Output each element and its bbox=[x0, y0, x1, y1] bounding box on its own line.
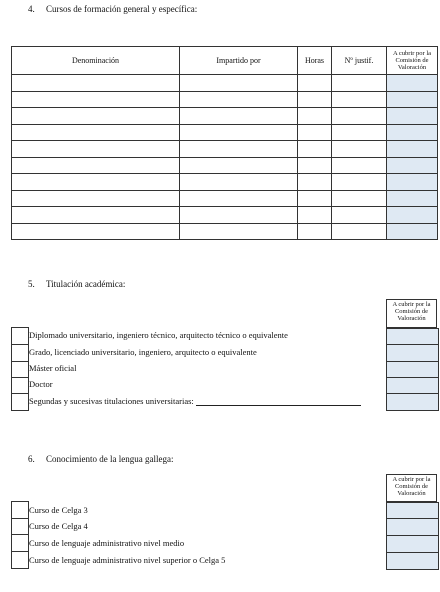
col-horas: Horas bbox=[298, 47, 332, 75]
denominacion-cell[interactable] bbox=[12, 157, 180, 174]
horas-cell[interactable] bbox=[298, 141, 332, 158]
valoracion-cell[interactable] bbox=[387, 75, 438, 92]
col-impartido-por: Impartido por bbox=[180, 47, 298, 75]
section-5-checkboxes bbox=[11, 327, 29, 411]
section-4-heading bbox=[28, 4, 197, 14]
section-6-number: 6. bbox=[28, 454, 35, 464]
valoracion-cell[interactable] bbox=[387, 174, 438, 191]
value-grado[interactable] bbox=[387, 345, 438, 362]
value-lenguaje-superior[interactable] bbox=[387, 553, 438, 570]
impartido-cell[interactable] bbox=[180, 174, 298, 191]
impartido-cell[interactable] bbox=[180, 75, 298, 92]
course-row bbox=[12, 157, 438, 174]
section-6-heading bbox=[28, 454, 173, 464]
valoracion-cell[interactable] bbox=[387, 124, 438, 141]
option-grado: Grado, licenciado universitario, ingeniero, arquitecto o equivalente bbox=[29, 347, 257, 357]
option-segundas-label: Segundas y sucesivas titulaciones universitarias: bbox=[29, 396, 194, 406]
denominacion-cell[interactable] bbox=[12, 124, 180, 141]
valoracion-cell[interactable] bbox=[387, 207, 438, 224]
value-segundas[interactable] bbox=[387, 394, 438, 411]
value-master[interactable] bbox=[387, 362, 438, 378]
section-6-value-column bbox=[386, 502, 439, 570]
impartido-cell[interactable] bbox=[180, 124, 298, 141]
course-row bbox=[12, 174, 438, 191]
valoracion-cell[interactable] bbox=[387, 141, 438, 158]
denominacion-cell[interactable] bbox=[12, 207, 180, 224]
denominacion-cell[interactable] bbox=[12, 75, 180, 92]
impartido-cell[interactable] bbox=[180, 157, 298, 174]
value-celga-3[interactable] bbox=[387, 503, 438, 519]
course-row bbox=[12, 190, 438, 207]
justif-cell[interactable] bbox=[332, 223, 387, 240]
col-denominacion: Denominación bbox=[12, 47, 180, 75]
checkbox-master[interactable] bbox=[12, 362, 28, 378]
justif-cell[interactable] bbox=[332, 124, 387, 141]
option-celga-3: Curso de Celga 3 bbox=[29, 505, 88, 515]
horas-cell[interactable] bbox=[298, 190, 332, 207]
option-celga-4: Curso de Celga 4 bbox=[29, 521, 88, 531]
valoracion-cell[interactable] bbox=[387, 91, 438, 108]
impartido-cell[interactable] bbox=[180, 141, 298, 158]
section-5-value-column bbox=[386, 328, 439, 411]
value-doctor[interactable] bbox=[387, 378, 438, 394]
section-5-number: 5. bbox=[28, 279, 35, 289]
course-row bbox=[12, 223, 438, 240]
denominacion-cell[interactable] bbox=[12, 108, 180, 125]
impartido-cell[interactable] bbox=[180, 91, 298, 108]
option-doctor: Doctor bbox=[29, 379, 53, 389]
horas-cell[interactable] bbox=[298, 108, 332, 125]
horas-cell[interactable] bbox=[298, 75, 332, 92]
option-lenguaje-medio: Curso de lenguaje administrativo nivel medio bbox=[29, 538, 185, 548]
denominacion-cell[interactable] bbox=[12, 223, 180, 240]
section-6-title: Conocimiento de la lengua gallega: bbox=[46, 454, 174, 464]
denominacion-cell[interactable] bbox=[12, 141, 180, 158]
checkbox-diplomado[interactable] bbox=[12, 328, 28, 345]
horas-cell[interactable] bbox=[298, 124, 332, 141]
option-segundas bbox=[29, 396, 361, 406]
checkbox-lenguaje-superior[interactable] bbox=[12, 552, 28, 569]
course-row bbox=[12, 108, 438, 125]
segundas-fill-line[interactable] bbox=[196, 397, 361, 406]
checkbox-celga-3[interactable] bbox=[12, 502, 28, 519]
horas-cell[interactable] bbox=[298, 157, 332, 174]
justif-cell[interactable] bbox=[332, 141, 387, 158]
denominacion-cell[interactable] bbox=[12, 174, 180, 191]
section-5-heading bbox=[28, 279, 125, 289]
checkbox-grado[interactable] bbox=[12, 345, 28, 362]
checkbox-celga-4[interactable] bbox=[12, 519, 28, 535]
valoracion-cell[interactable] bbox=[387, 108, 438, 125]
option-master: Máster oficial bbox=[29, 363, 77, 373]
impartido-cell[interactable] bbox=[180, 190, 298, 207]
impartido-cell[interactable] bbox=[180, 207, 298, 224]
section-5-value-header: A cubrir por la Comisión de Valoración bbox=[386, 299, 437, 328]
course-row bbox=[12, 124, 438, 141]
training-courses-table bbox=[11, 46, 438, 240]
valoracion-cell[interactable] bbox=[387, 190, 438, 207]
checkbox-doctor[interactable] bbox=[12, 378, 28, 394]
col-valoracion: A cubrir por la Comisión de Valoración bbox=[387, 47, 438, 75]
section-6-value-header: A cubrir por la Comisión de Valoración bbox=[386, 474, 437, 502]
justif-cell[interactable] bbox=[332, 75, 387, 92]
justif-cell[interactable] bbox=[332, 108, 387, 125]
impartido-cell[interactable] bbox=[180, 108, 298, 125]
value-lenguaje-medio[interactable] bbox=[387, 536, 438, 553]
justif-cell[interactable] bbox=[332, 91, 387, 108]
course-row bbox=[12, 91, 438, 108]
checkbox-segundas[interactable] bbox=[12, 394, 28, 411]
checkbox-lenguaje-medio[interactable] bbox=[12, 535, 28, 552]
justif-cell[interactable] bbox=[332, 190, 387, 207]
course-row bbox=[12, 207, 438, 224]
section-4-title: Cursos de formación general y específica: bbox=[46, 4, 198, 14]
impartido-cell[interactable] bbox=[180, 223, 298, 240]
justif-cell[interactable] bbox=[332, 157, 387, 174]
section-5-title: Titulación académica: bbox=[46, 279, 126, 289]
valoracion-cell[interactable] bbox=[387, 157, 438, 174]
course-row bbox=[12, 75, 438, 92]
section-6-checkboxes bbox=[11, 501, 29, 569]
value-diplomado[interactable] bbox=[387, 329, 438, 345]
denominacion-cell[interactable] bbox=[12, 91, 180, 108]
horas-cell[interactable] bbox=[298, 91, 332, 108]
valoracion-cell[interactable] bbox=[387, 223, 438, 240]
horas-cell[interactable] bbox=[298, 223, 332, 240]
horas-cell[interactable] bbox=[298, 174, 332, 191]
section-4-number: 4. bbox=[28, 4, 35, 14]
justif-cell[interactable] bbox=[332, 207, 387, 224]
col-n-justif: Nº justif. bbox=[332, 47, 387, 75]
course-row bbox=[12, 141, 438, 158]
option-diplomado: Diplomado universitario, ingeniero técnico, arquitecto técnico o equivalente bbox=[29, 330, 288, 340]
value-celga-4[interactable] bbox=[387, 519, 438, 536]
horas-cell[interactable] bbox=[298, 207, 332, 224]
denominacion-cell[interactable] bbox=[12, 190, 180, 207]
option-lenguaje-superior: Curso de lenguaje administrativo nivel superior o Celga 5 bbox=[29, 555, 226, 565]
justif-cell[interactable] bbox=[332, 174, 387, 191]
